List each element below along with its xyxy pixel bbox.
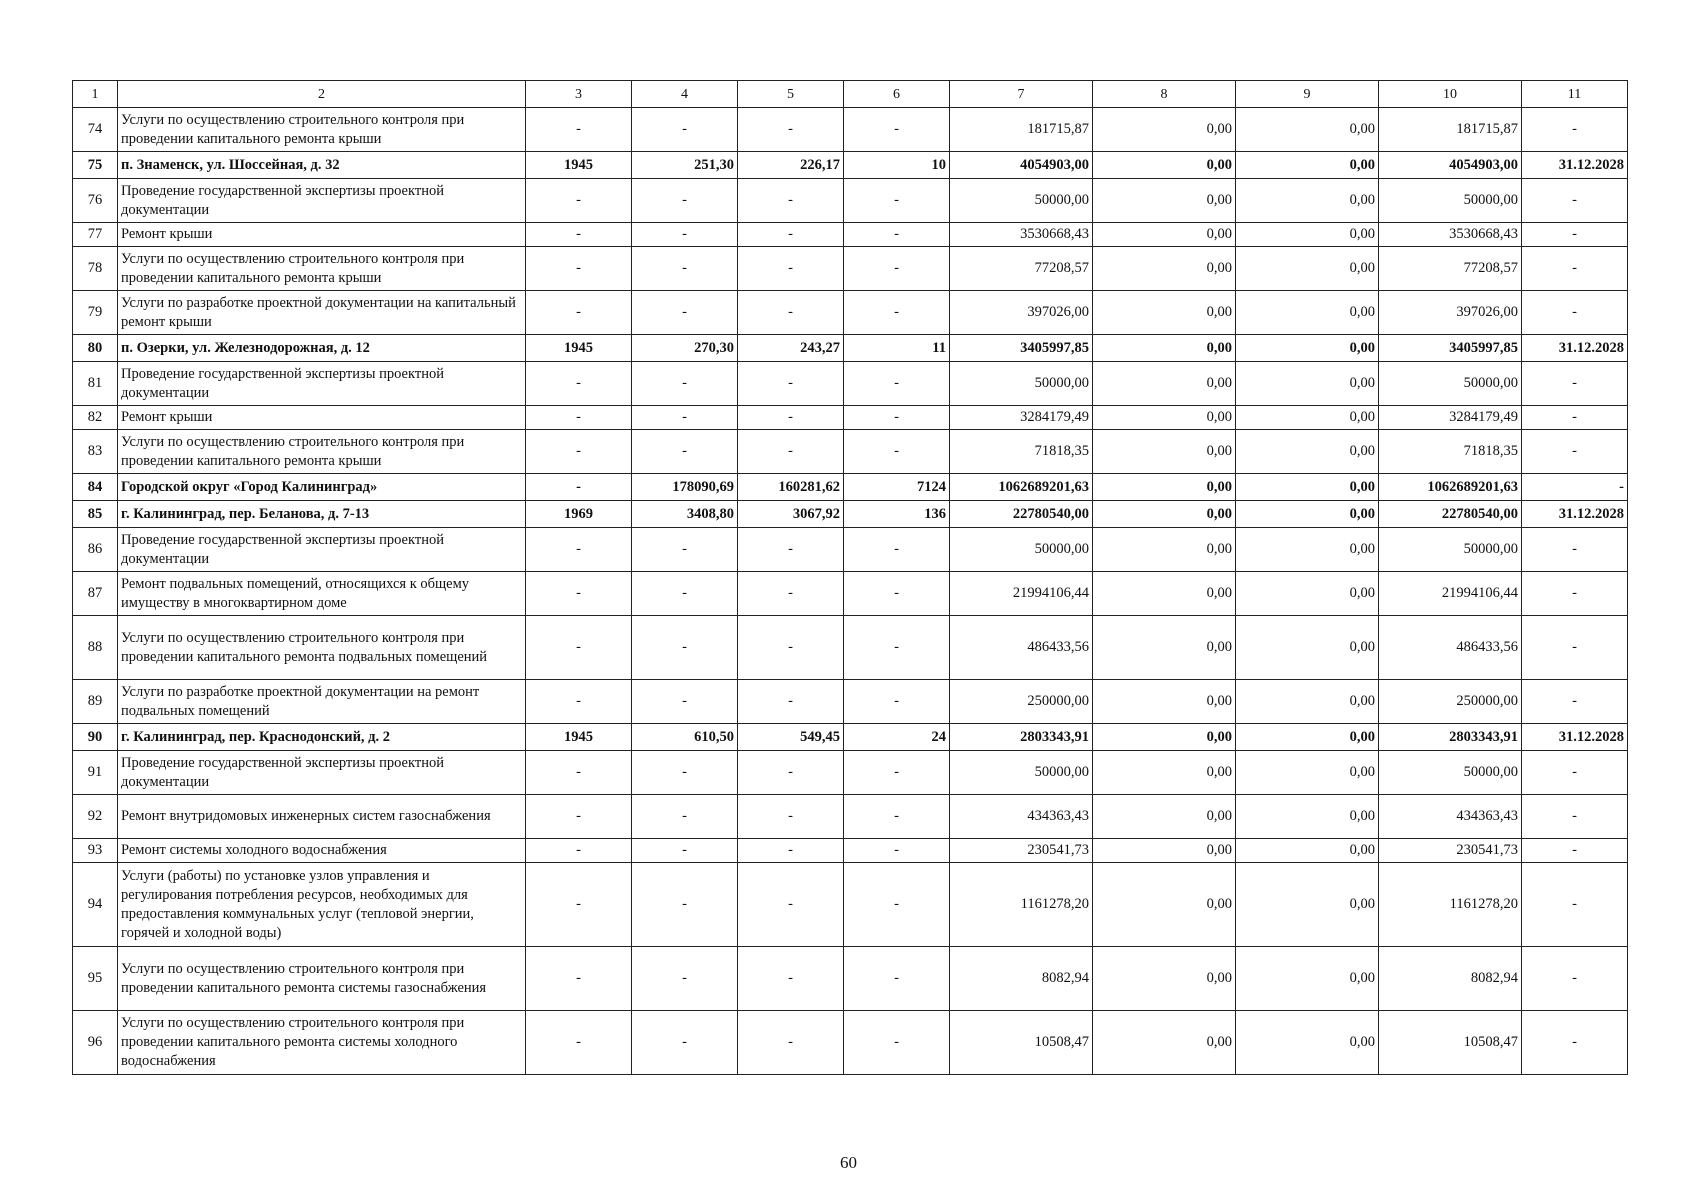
cell-col8: 0,00 [1093, 406, 1236, 430]
cell-col10: 22780540,00 [1379, 501, 1522, 528]
cell-col4: - [632, 247, 738, 291]
cell-col11: - [1522, 108, 1628, 152]
work-description: Услуги (работы) по установке узлов управления и регулирования потребления ресурсов, необходимых для предоставления коммунальных услуг (тепловой энергии, горячей и холодной воды) [118, 863, 526, 947]
cell-col7: 71818,35 [950, 430, 1093, 474]
work-description: Ремонт крыши [118, 406, 526, 430]
row-number: 88 [73, 616, 118, 680]
cell-col6: - [844, 947, 950, 1011]
cell-col10: 230541,73 [1379, 839, 1522, 863]
row-number: 82 [73, 406, 118, 430]
cell-col4: 251,30 [632, 152, 738, 179]
cell-col9: 0,00 [1236, 572, 1379, 616]
cell-col7: 1161278,20 [950, 863, 1093, 947]
cell-col6: - [844, 751, 950, 795]
row-number: 95 [73, 947, 118, 1011]
cell-col3: - [526, 362, 632, 406]
cell-col9: 0,00 [1236, 724, 1379, 751]
cell-col7: 50000,00 [950, 179, 1093, 223]
work-description: Проведение государственной экспертизы проектной документации [118, 751, 526, 795]
cell-col5: - [738, 362, 844, 406]
cell-col8: 0,00 [1093, 108, 1236, 152]
cell-col3: - [526, 474, 632, 501]
cell-col7: 3530668,43 [950, 223, 1093, 247]
cell-col6: - [844, 616, 950, 680]
cell-col4: - [632, 680, 738, 724]
work-description: п. Озерки, ул. Железнодорожная, д. 12 [118, 335, 526, 362]
cell-col3: - [526, 751, 632, 795]
column-header: 4 [632, 81, 738, 108]
cell-col8: 0,00 [1093, 291, 1236, 335]
cell-col11: 31.12.2028 [1522, 724, 1628, 751]
row-number: 76 [73, 179, 118, 223]
cell-col4: - [632, 863, 738, 947]
table-row [73, 751, 1628, 795]
row-number: 86 [73, 528, 118, 572]
work-description: Проведение государственной экспертизы проектной документации [118, 179, 526, 223]
cell-col10: 1161278,20 [1379, 863, 1522, 947]
cell-col6: - [844, 108, 950, 152]
cell-col4: - [632, 362, 738, 406]
cell-col9: 0,00 [1236, 430, 1379, 474]
row-number: 75 [73, 152, 118, 179]
cell-col4: - [632, 528, 738, 572]
cell-col9: 0,00 [1236, 680, 1379, 724]
cell-col11: - [1522, 474, 1628, 501]
table-row [73, 863, 1628, 947]
row-number: 93 [73, 839, 118, 863]
cell-col9: 0,00 [1236, 1011, 1379, 1075]
cell-col5: - [738, 795, 844, 839]
cell-col7: 8082,94 [950, 947, 1093, 1011]
cell-col5: - [738, 528, 844, 572]
cell-col3: 1945 [526, 335, 632, 362]
table-row [73, 839, 1628, 863]
work-description: Услуги по разработке проектной документации на капитальный ремонт крыши [118, 291, 526, 335]
cell-col3: - [526, 680, 632, 724]
cell-col10: 50000,00 [1379, 528, 1522, 572]
cell-col11: - [1522, 223, 1628, 247]
column-header: 11 [1522, 81, 1628, 108]
cell-col7: 230541,73 [950, 839, 1093, 863]
cell-col10: 486433,56 [1379, 616, 1522, 680]
cell-col10: 397026,00 [1379, 291, 1522, 335]
column-header: 6 [844, 81, 950, 108]
cell-col6: 24 [844, 724, 950, 751]
cell-col6: - [844, 247, 950, 291]
cell-col4: 270,30 [632, 335, 738, 362]
cell-col11: - [1522, 1011, 1628, 1075]
cell-col3: 1969 [526, 501, 632, 528]
cell-col7: 250000,00 [950, 680, 1093, 724]
cell-col6: - [844, 839, 950, 863]
work-description: Услуги по осуществлению строительного контроля при проведении капитального ремонта крыши [118, 108, 526, 152]
cell-col11: - [1522, 572, 1628, 616]
cell-col7: 21994106,44 [950, 572, 1093, 616]
row-number: 83 [73, 430, 118, 474]
cell-col4: - [632, 406, 738, 430]
column-header: 1 [73, 81, 118, 108]
cell-col4: - [632, 108, 738, 152]
cell-col9: 0,00 [1236, 528, 1379, 572]
cell-col6: - [844, 291, 950, 335]
table-row [73, 572, 1628, 616]
cell-col6: - [844, 223, 950, 247]
work-description: Услуги по осуществлению строительного контроля при проведении капитального ремонта крыши [118, 430, 526, 474]
cell-col5: - [738, 572, 844, 616]
cell-col3: - [526, 430, 632, 474]
cell-col4: - [632, 839, 738, 863]
cell-col11: - [1522, 247, 1628, 291]
table-row [73, 528, 1628, 572]
address-summary-row [73, 152, 1628, 179]
row-number: 91 [73, 751, 118, 795]
cell-col5: - [738, 680, 844, 724]
address-summary-row [73, 474, 1628, 501]
cell-col5: - [738, 430, 844, 474]
address-summary-row [73, 501, 1628, 528]
cell-col7: 77208,57 [950, 247, 1093, 291]
table-row [73, 795, 1628, 839]
cell-col5: 160281,62 [738, 474, 844, 501]
work-description: Ремонт внутридомовых инженерных систем газоснабжения [118, 795, 526, 839]
cell-col10: 8082,94 [1379, 947, 1522, 1011]
cell-col6: - [844, 1011, 950, 1075]
cell-col10: 3530668,43 [1379, 223, 1522, 247]
cell-col6: - [844, 528, 950, 572]
cell-col3: - [526, 291, 632, 335]
cell-col9: 0,00 [1236, 362, 1379, 406]
cell-col9: 0,00 [1236, 795, 1379, 839]
cell-col10: 2803343,91 [1379, 724, 1522, 751]
cell-col8: 0,00 [1093, 179, 1236, 223]
cell-col9: 0,00 [1236, 501, 1379, 528]
cell-col8: 0,00 [1093, 751, 1236, 795]
cell-col5: - [738, 751, 844, 795]
cell-col6: - [844, 430, 950, 474]
cell-col7: 397026,00 [950, 291, 1093, 335]
cell-col11: - [1522, 751, 1628, 795]
cell-col10: 1062689201,63 [1379, 474, 1522, 501]
cell-col8: 0,00 [1093, 430, 1236, 474]
row-number: 79 [73, 291, 118, 335]
cell-col9: 0,00 [1236, 335, 1379, 362]
address-summary-row [73, 335, 1628, 362]
cell-col4: - [632, 179, 738, 223]
cell-col7: 181715,87 [950, 108, 1093, 152]
table-row [73, 680, 1628, 724]
column-header: 3 [526, 81, 632, 108]
column-header: 2 [118, 81, 526, 108]
cell-col5: 243,27 [738, 335, 844, 362]
cell-col5: - [738, 863, 844, 947]
work-description: г. Калининград, пер. Беланова, д. 7-13 [118, 501, 526, 528]
cell-col11: 31.12.2028 [1522, 335, 1628, 362]
cell-col9: 0,00 [1236, 474, 1379, 501]
cell-col8: 0,00 [1093, 947, 1236, 1011]
cell-col7: 486433,56 [950, 616, 1093, 680]
cell-col8: 0,00 [1093, 616, 1236, 680]
work-description: Проведение государственной экспертизы проектной документации [118, 362, 526, 406]
cell-col8: 0,00 [1093, 474, 1236, 501]
cell-col7: 22780540,00 [950, 501, 1093, 528]
cell-col11: - [1522, 795, 1628, 839]
cell-col3: 1945 [526, 724, 632, 751]
cell-col3: 1945 [526, 152, 632, 179]
cell-col7: 50000,00 [950, 362, 1093, 406]
work-description: Ремонт системы холодного водоснабжения [118, 839, 526, 863]
cell-col3: - [526, 528, 632, 572]
cell-col9: 0,00 [1236, 152, 1379, 179]
cell-col5: - [738, 108, 844, 152]
row-number: 89 [73, 680, 118, 724]
cell-col8: 0,00 [1093, 724, 1236, 751]
cell-col9: 0,00 [1236, 223, 1379, 247]
cell-col3: - [526, 179, 632, 223]
cell-col11: - [1522, 179, 1628, 223]
cell-col11: - [1522, 680, 1628, 724]
cell-col4: 610,50 [632, 724, 738, 751]
table-row [73, 430, 1628, 474]
cell-col6: - [844, 179, 950, 223]
cell-col6: - [844, 863, 950, 947]
cell-col9: 0,00 [1236, 108, 1379, 152]
cell-col8: 0,00 [1093, 335, 1236, 362]
row-number: 96 [73, 1011, 118, 1075]
cell-col3: - [526, 108, 632, 152]
cell-col4: - [632, 616, 738, 680]
cell-col9: 0,00 [1236, 947, 1379, 1011]
table-row [73, 223, 1628, 247]
work-description: Услуги по осуществлению строительного контроля при проведении капитального ремонта крыши [118, 247, 526, 291]
cell-col5: - [738, 839, 844, 863]
cell-col8: 0,00 [1093, 223, 1236, 247]
cell-col6: - [844, 795, 950, 839]
cell-col11: - [1522, 839, 1628, 863]
cell-col3: - [526, 223, 632, 247]
cell-col6: - [844, 572, 950, 616]
row-number: 85 [73, 501, 118, 528]
cell-col10: 181715,87 [1379, 108, 1522, 152]
cell-col5: - [738, 947, 844, 1011]
cell-col11: 31.12.2028 [1522, 501, 1628, 528]
cell-col11: - [1522, 406, 1628, 430]
cell-col11: - [1522, 430, 1628, 474]
cell-col7: 50000,00 [950, 751, 1093, 795]
cell-col10: 3284179,49 [1379, 406, 1522, 430]
cell-col8: 0,00 [1093, 152, 1236, 179]
cell-col8: 0,00 [1093, 795, 1236, 839]
cell-col11: - [1522, 528, 1628, 572]
table-row [73, 1011, 1628, 1075]
cell-col7: 10508,47 [950, 1011, 1093, 1075]
cell-col6: - [844, 362, 950, 406]
address-summary-row [73, 724, 1628, 751]
work-description: Ремонт подвальных помещений, относящихся к общему имуществу в многоквартирном доме [118, 572, 526, 616]
cell-col10: 21994106,44 [1379, 572, 1522, 616]
table-row [73, 947, 1628, 1011]
cell-col7: 4054903,00 [950, 152, 1093, 179]
cell-col8: 0,00 [1093, 863, 1236, 947]
table-row [73, 247, 1628, 291]
cell-col4: - [632, 1011, 738, 1075]
cell-col5: - [738, 223, 844, 247]
work-description: Услуги по осуществлению строительного контроля при проведении капитального ремонта системы холодного водоснабжения [118, 1011, 526, 1075]
cell-col10: 71818,35 [1379, 430, 1522, 474]
row-number: 92 [73, 795, 118, 839]
cell-col5: - [738, 406, 844, 430]
row-number: 81 [73, 362, 118, 406]
cell-col5: - [738, 179, 844, 223]
cell-col7: 2803343,91 [950, 724, 1093, 751]
cell-col10: 50000,00 [1379, 362, 1522, 406]
cell-col8: 0,00 [1093, 247, 1236, 291]
table-row [73, 108, 1628, 152]
cell-col10: 50000,00 [1379, 751, 1522, 795]
cell-col10: 434363,43 [1379, 795, 1522, 839]
cell-col5: 3067,92 [738, 501, 844, 528]
row-number: 80 [73, 335, 118, 362]
cell-col4: - [632, 751, 738, 795]
cell-col7: 3405997,85 [950, 335, 1093, 362]
cell-col8: 0,00 [1093, 572, 1236, 616]
work-description: г. Калининград, пер. Краснодонский, д. 2 [118, 724, 526, 751]
cell-col7: 3284179,49 [950, 406, 1093, 430]
cell-col5: - [738, 291, 844, 335]
table-row [73, 362, 1628, 406]
cell-col11: 31.12.2028 [1522, 152, 1628, 179]
cell-col4: - [632, 291, 738, 335]
cell-col9: 0,00 [1236, 247, 1379, 291]
cell-col5: 549,45 [738, 724, 844, 751]
cell-col3: - [526, 863, 632, 947]
cell-col4: - [632, 947, 738, 1011]
cell-col8: 0,00 [1093, 839, 1236, 863]
column-header: 8 [1093, 81, 1236, 108]
cell-col11: - [1522, 291, 1628, 335]
table-row [73, 406, 1628, 430]
cell-col9: 0,00 [1236, 751, 1379, 795]
row-number: 84 [73, 474, 118, 501]
cell-col10: 50000,00 [1379, 179, 1522, 223]
row-number: 94 [73, 863, 118, 947]
cell-col9: 0,00 [1236, 863, 1379, 947]
row-number: 87 [73, 572, 118, 616]
cell-col11: - [1522, 616, 1628, 680]
row-number: 74 [73, 108, 118, 152]
cell-col9: 0,00 [1236, 179, 1379, 223]
work-description: п. Знаменск, ул. Шоссейная, д. 32 [118, 152, 526, 179]
work-description: Проведение государственной экспертизы проектной документации [118, 528, 526, 572]
work-description: Ремонт крыши [118, 223, 526, 247]
cell-col9: 0,00 [1236, 839, 1379, 863]
cell-col10: 10508,47 [1379, 1011, 1522, 1075]
cell-col3: - [526, 406, 632, 430]
cell-col3: - [526, 247, 632, 291]
cell-col8: 0,00 [1093, 362, 1236, 406]
cell-col10: 3405997,85 [1379, 335, 1522, 362]
cell-col6: 10 [844, 152, 950, 179]
cell-col7: 434363,43 [950, 795, 1093, 839]
cell-col10: 250000,00 [1379, 680, 1522, 724]
cell-col10: 77208,57 [1379, 247, 1522, 291]
work-description: Услуги по осуществлению строительного контроля при проведении капитального ремонта системы газоснабжения [118, 947, 526, 1011]
column-header: 9 [1236, 81, 1379, 108]
cell-col11: - [1522, 863, 1628, 947]
row-number: 90 [73, 724, 118, 751]
cell-col6: 11 [844, 335, 950, 362]
cell-col6: 136 [844, 501, 950, 528]
work-description: Услуги по осуществлению строительного контроля при проведении капитального ремонта подвальных помещений [118, 616, 526, 680]
column-header: 7 [950, 81, 1093, 108]
cell-col6: - [844, 406, 950, 430]
cell-col3: - [526, 839, 632, 863]
column-header: 10 [1379, 81, 1522, 108]
cell-col4: 3408,80 [632, 501, 738, 528]
cell-col3: - [526, 616, 632, 680]
cell-col5: - [738, 1011, 844, 1075]
table-row [73, 616, 1628, 680]
cell-col7: 1062689201,63 [950, 474, 1093, 501]
row-number: 77 [73, 223, 118, 247]
cell-col9: 0,00 [1236, 406, 1379, 430]
column-number-header-row [73, 81, 1628, 108]
cell-col3: - [526, 572, 632, 616]
cell-col9: 0,00 [1236, 616, 1379, 680]
cell-col8: 0,00 [1093, 680, 1236, 724]
cell-col8: 0,00 [1093, 1011, 1236, 1075]
column-header: 5 [738, 81, 844, 108]
cell-col7: 50000,00 [950, 528, 1093, 572]
cell-col5: - [738, 616, 844, 680]
cell-col6: 7124 [844, 474, 950, 501]
cell-col11: - [1522, 947, 1628, 1011]
work-description: Городской округ «Город Калининград» [118, 474, 526, 501]
table-row [73, 291, 1628, 335]
cell-col4: - [632, 430, 738, 474]
cell-col4: 178090,69 [632, 474, 738, 501]
cell-col3: - [526, 1011, 632, 1075]
cell-col5: - [738, 247, 844, 291]
table-row [73, 179, 1628, 223]
row-number: 78 [73, 247, 118, 291]
cell-col4: - [632, 223, 738, 247]
cell-col4: - [632, 795, 738, 839]
capital-repair-table [72, 80, 1628, 1075]
cell-col8: 0,00 [1093, 528, 1236, 572]
cell-col3: - [526, 947, 632, 1011]
work-description: Услуги по разработке проектной документации на ремонт подвальных помещений [118, 680, 526, 724]
cell-col10: 4054903,00 [1379, 152, 1522, 179]
cell-col11: - [1522, 362, 1628, 406]
cell-col4: - [632, 572, 738, 616]
cell-col9: 0,00 [1236, 291, 1379, 335]
cell-col6: - [844, 680, 950, 724]
cell-col5: 226,17 [738, 152, 844, 179]
cell-col8: 0,00 [1093, 501, 1236, 528]
page-number: 60 [840, 1153, 857, 1172]
cell-col3: - [526, 795, 632, 839]
